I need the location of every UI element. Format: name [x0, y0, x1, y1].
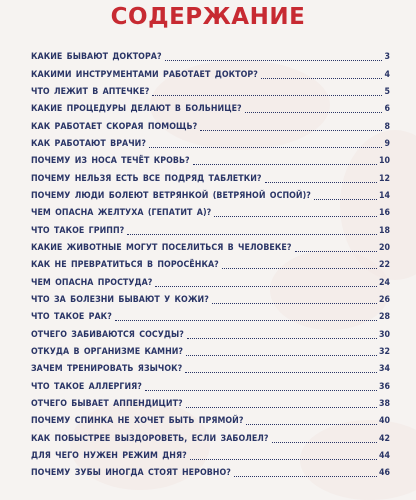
toc-entry[interactable] — [31, 219, 390, 236]
toc-entry-page-number: 44 — [378, 450, 390, 461]
toc-entry-title: ПОЧЕМУ ЗУБЫ ИНОГДА СТОЯТ НЕРОВНО? — [31, 468, 231, 479]
toc-entry-title: КАКИМИ ИНСТРУМЕНТАМИ РАБОТАЕТ ДОКТОР? — [31, 69, 258, 80]
dot-leader — [246, 424, 377, 425]
toc-entry-title: ОТЧЕГО ЗАБИВАЮТСЯ СОСУДЫ? — [31, 329, 184, 340]
toc-entry-page-number: 18 — [378, 225, 390, 236]
toc-entry-title: КАКИЕ БЫВАЮТ ДОКТОРА? — [31, 52, 162, 63]
toc-entry-title: КАК НЕ ПРЕВРАТИТЬСЯ В ПОРОСЁНКА? — [31, 260, 219, 271]
dot-leader — [185, 372, 377, 373]
dot-leader — [165, 60, 383, 61]
dot-leader — [193, 164, 377, 165]
dot-leader — [152, 95, 382, 96]
toc-entry[interactable] — [31, 427, 390, 444]
dot-leader — [222, 268, 377, 269]
toc-entry[interactable] — [31, 462, 390, 479]
toc-entry-page-number: 32 — [378, 346, 390, 357]
toc-entry-title: ЧТО ЛЕЖИТ В АПТЕЧКЕ? — [31, 86, 150, 97]
toc-entry[interactable] — [31, 271, 390, 288]
toc-entry-title: ДЛЯ ЧЕГО НУЖЕН РЕЖИМ ДНЯ? — [31, 450, 187, 461]
toc-entry-title: ЧЕМ ОПАСНА ПРОСТУДА? — [31, 277, 153, 288]
dot-leader — [214, 216, 377, 217]
toc-entry[interactable] — [31, 289, 390, 306]
toc-entry[interactable] — [31, 393, 390, 410]
toc-entry-title: ЧЕМ ОПАСНА ЖЕЛТУХА (ГЕПАТИТ А)? — [31, 208, 212, 219]
dot-leader — [245, 112, 383, 113]
dot-leader — [295, 251, 377, 252]
toc-entry-page-number: 5 — [384, 86, 390, 97]
toc-entry[interactable] — [31, 375, 390, 392]
toc-entry-title: КАКИЕ ПРОЦЕДУРЫ ДЕЛАЮТ В БОЛЬНИЦЕ? — [31, 104, 242, 115]
toc-entry[interactable] — [31, 323, 390, 340]
toc-entry-title: ЧТО ТАКОЕ ГРИПП? — [31, 225, 125, 236]
toc-entry[interactable] — [31, 358, 390, 375]
toc-entry-page-number: 34 — [378, 364, 390, 375]
toc-entry-title: КАК РАБОТАЮТ ВРАЧИ? — [31, 138, 146, 149]
toc-entry-title: ПОЧЕМУ ИЗ НОСА ТЕЧЁТ КРОВЬ? — [31, 156, 190, 167]
toc-entry[interactable] — [31, 63, 390, 80]
toc-entry-page-number: 22 — [378, 260, 390, 271]
toc-entry[interactable] — [31, 202, 390, 219]
toc-entry-page-number: 24 — [378, 277, 390, 288]
toc-entry-title: ПОЧЕМУ НЕЛЬЗЯ ЕСТЬ ВСЕ ПОДРЯД ТАБЛЕТКИ? — [31, 173, 262, 184]
dot-leader — [190, 459, 377, 460]
toc-entry-page-number: 16 — [378, 208, 390, 219]
dot-leader — [115, 320, 377, 321]
dot-leader — [261, 78, 383, 79]
toc-entry[interactable] — [31, 185, 390, 202]
toc-entry-page-number: 38 — [378, 398, 390, 409]
dot-leader — [127, 234, 377, 235]
toc-entry-page-number: 8 — [384, 121, 390, 132]
toc-entry[interactable] — [31, 115, 390, 132]
dot-leader — [155, 286, 377, 287]
toc-entry-page-number: 46 — [378, 468, 390, 479]
toc-entry-title: ЗАЧЕМ ТРЕНИРОВАТЬ ЯЗЫЧОК? — [31, 364, 183, 375]
toc-entry-title: ОТКУДА В ОРГАНИЗМЕ КАМНИ? — [31, 346, 184, 357]
dot-leader — [145, 390, 377, 391]
toc-entry[interactable] — [31, 167, 390, 184]
toc-entry[interactable] — [31, 98, 390, 115]
toc-entry-page-number: 12 — [378, 173, 390, 184]
dot-leader — [149, 147, 383, 148]
toc-entry-title: КАК ПОБЫСТРЕЕ ВЫЗДОРОВЕТЬ, ЕСЛИ ЗАБОЛЕЛ? — [31, 433, 269, 444]
toc-entry[interactable] — [31, 341, 390, 358]
toc-entry-page-number: 30 — [378, 329, 390, 340]
toc-entry[interactable] — [31, 237, 390, 254]
toc-entry-title: ЧТО ТАКОЕ АЛЛЕРГИЯ? — [31, 381, 142, 392]
dot-leader — [200, 130, 382, 131]
toc-entry-page-number: 42 — [378, 433, 390, 444]
toc-entry-page-number: 40 — [378, 416, 390, 427]
dot-leader — [212, 303, 377, 304]
toc-entry-title: ЧТО ТАКОЕ РАК? — [31, 312, 112, 323]
dot-leader — [186, 407, 377, 408]
toc-entry[interactable] — [31, 133, 390, 150]
toc-entry-page-number: 14 — [378, 190, 390, 201]
dot-leader — [186, 355, 377, 356]
toc-entry-title: КАКИЕ ЖИВОТНЫЕ МОГУТ ПОСЕЛИТЬСЯ В ЧЕЛОВЕКЕ? — [31, 242, 292, 253]
toc-entry-title: ЧТО ЗА БОЛЕЗНИ БЫВАЮТ У КОЖИ? — [31, 294, 209, 305]
toc-entry-page-number: 6 — [384, 104, 390, 115]
toc-entry-page-number: 10 — [378, 156, 390, 167]
table-of-contents — [31, 46, 390, 479]
toc-entry-page-number: 3 — [384, 52, 390, 63]
toc-entry-page-number: 4 — [384, 69, 390, 80]
toc-entry-page-number: 28 — [378, 312, 390, 323]
toc-entry-title: ОТЧЕГО БЫВАЕТ АППЕНДИЦИТ? — [31, 398, 183, 409]
dot-leader — [314, 199, 377, 200]
toc-entry[interactable] — [31, 445, 390, 462]
toc-entry[interactable] — [31, 306, 390, 323]
toc-entry-title: КАК РАБОТАЕТ СКОРАЯ ПОМОЩЬ? — [31, 121, 198, 132]
dot-leader — [272, 442, 377, 443]
dot-leader — [265, 182, 377, 183]
page-title: СОДЕРЖАНИЕ — [110, 4, 306, 30]
toc-entry[interactable] — [31, 81, 390, 98]
dot-leader — [234, 476, 377, 477]
toc-entry[interactable] — [31, 254, 390, 271]
toc-entry-page-number: 26 — [378, 294, 390, 305]
toc-entry[interactable] — [31, 46, 390, 63]
toc-entry-page-number: 36 — [378, 381, 390, 392]
toc-entry[interactable] — [31, 410, 390, 427]
toc-entry-page-number: 9 — [384, 138, 390, 149]
toc-entry-page-number: 20 — [378, 242, 390, 253]
dot-leader — [187, 338, 377, 339]
toc-entry-title: ПОЧЕМУ СПИНКА НЕ ХОЧЕТ БЫТЬ ПРЯМОЙ? — [31, 416, 244, 427]
toc-entry[interactable] — [31, 150, 390, 167]
toc-entry-title: ПОЧЕМУ ЛЮДИ БОЛЕЮТ ВЕТРЯНКОЙ (ВЕТРЯНОЙ ОСПОЙ)? — [31, 190, 311, 201]
